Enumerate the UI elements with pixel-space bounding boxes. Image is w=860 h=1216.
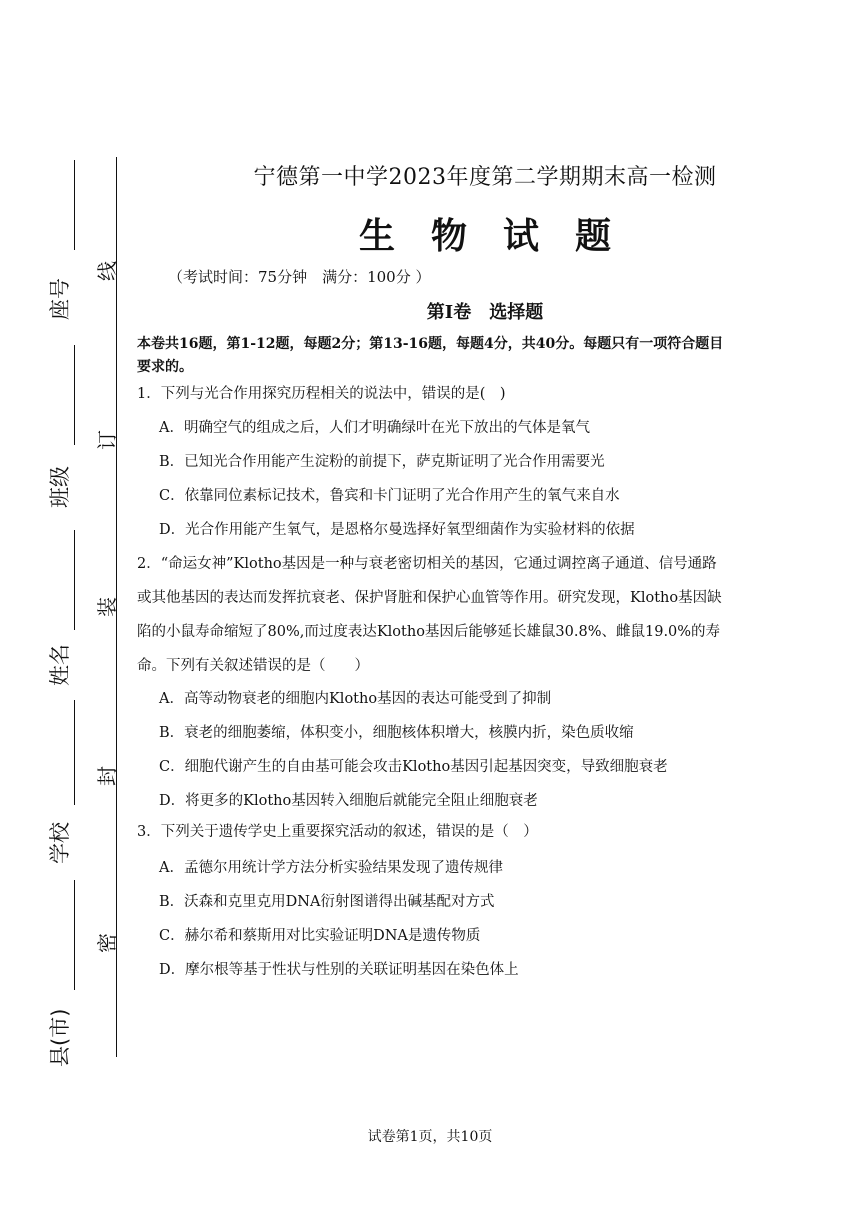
option-a: A．明确空气的组成之后，人们才明确绿叶在光下放出的气体是氧气 (159, 420, 590, 436)
section-title: 第Ⅰ卷 选择题 (426, 302, 544, 323)
page-number-footer: 试卷第1页，共10页 (367, 1129, 493, 1145)
option-a: A．高等动物衰老的细胞内Klotho基因的表达可能受到了抑制 (159, 691, 552, 707)
option-b: B．衰老的细胞萎缩，体积变小，细胞核体积增大，核膜内折，染色质收缩 (159, 725, 634, 741)
field-seat-number-label: 座号 (48, 278, 72, 320)
county-line (74, 880, 75, 990)
exam-time-score-info: （考试时间：75分钟 满分：100分 ） (168, 268, 431, 286)
option-d: D．光合作用能产生氧气，是恩格尔曼选择好氧型细菌作为实验材料的依据 (159, 522, 635, 538)
option-d: D．将更多的Klotho基因转入细胞后就能完全阻止细胞衰老 (159, 793, 538, 809)
school-line (74, 700, 75, 805)
seal-char-mi: 密 (95, 933, 119, 953)
option-a: A．孟德尔用统计学方法分析实验结果发现了遗传规律 (159, 860, 503, 876)
seal-char-xian: 线 (95, 261, 119, 281)
field-name-label: 姓名 (48, 644, 72, 686)
field-school-label: 学校 (48, 822, 72, 864)
option-c: C．赫尔希和蔡斯用对比实验证明DNA是遗传物质 (159, 928, 481, 944)
question-stem: 3．下列关于遗传学史上重要探究活动的叙述，错误的是（ ） (137, 824, 538, 840)
section-instructions: 本卷共16题，第1-12题，每题2分；第13-16题，每题4分，共40分。每题只有一项符合题目要求的。 (137, 336, 724, 375)
seal-char-ding: 订 (95, 430, 119, 450)
subject-title: 生物试题 (358, 215, 647, 257)
option-c: C．依靠同位素标记技术，鲁宾和卡门证明了光合作用产生的氧气来自水 (159, 488, 620, 504)
question-stem: 2．“命运女神”Klotho基因是一种与衰老密切相关的基因，它通过调控离子通道、信号通路或其他基因的表达而发挥抗衰老、保护肾脏和保护心血管等作用。研究发现，Klotho基因缺陷的小鼠寿命缩短了80%,而过度表达Klotho基因后能够延长雄鼠30.8%、雌鼠19.0%的寿命。下列有关叙述错误的是（ ） (137, 556, 722, 674)
option-b: B．已知光合作用能产生淀粉的前提下，萨克斯证明了光合作用需要光 (159, 454, 605, 470)
option-d: D．摩尔根等基于性状与性别的关联证明基因在染色体上 (159, 962, 519, 978)
seal-char-zhuang: 装 (95, 597, 119, 617)
question-stem: 1．下列与光合作用探究历程相关的说法中，错误的是( ) (137, 386, 506, 402)
field-class-label: 班级 (48, 466, 72, 508)
option-c: C．细胞代谢产生的自由基可能会攻击Klotho基因引起基因突变，导致细胞衰老 (159, 759, 668, 775)
option-b: B．沃森和克里克用DNA衍射图谱得出碱基配对方式 (159, 894, 495, 910)
seal-char-feng: 封 (95, 766, 119, 786)
school-exam-title: 宁德第一中学2023年度第二学期期末高一检测 (253, 165, 717, 190)
class-line (74, 345, 75, 445)
name-line (74, 530, 75, 630)
seat-number-line (74, 160, 75, 250)
field-county-label: 县(市) (48, 1008, 72, 1067)
